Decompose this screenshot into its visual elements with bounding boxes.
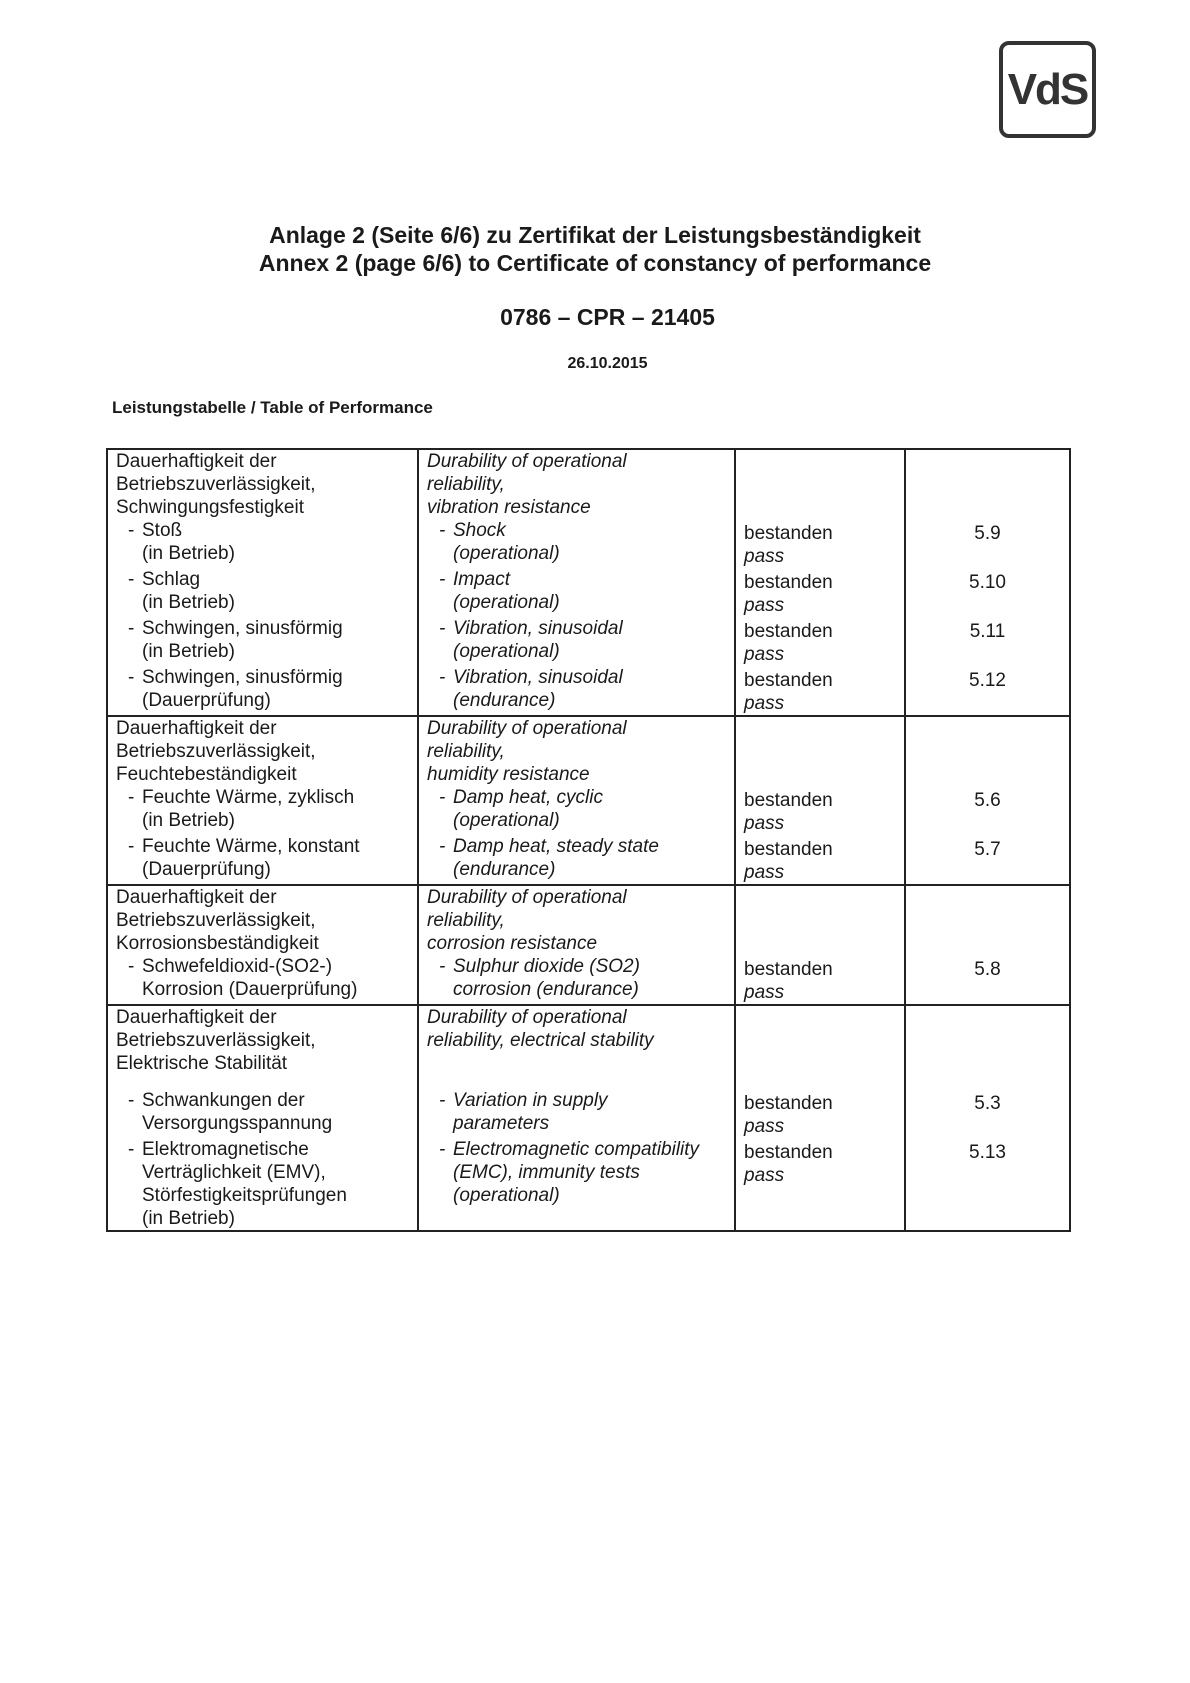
clause-number	[905, 955, 1070, 1005]
text-line: Vibration, sinusoidal	[453, 618, 623, 639]
vds-logo	[999, 41, 1096, 138]
test-name-german	[107, 835, 418, 885]
text-line: parameters	[453, 1113, 550, 1134]
result-german: bestanden	[744, 670, 833, 691]
result-english: pass	[744, 1116, 785, 1137]
text-line: Damp heat, cyclic	[453, 787, 603, 808]
text-line: Dauerhaftigkeit der	[116, 887, 277, 908]
empty-cell	[735, 716, 905, 786]
text-line: Durability of operational	[427, 887, 627, 908]
text-line: Schwingungsfestigkeit	[116, 497, 304, 518]
clause-value: 5.3	[974, 1093, 1001, 1114]
result-german: bestanden	[744, 1142, 833, 1163]
table-row	[107, 955, 1070, 1005]
dash: -	[439, 667, 446, 688]
test-result	[735, 835, 905, 885]
dash: -	[439, 836, 446, 857]
text-line: Impact	[453, 569, 511, 590]
table-group-header-row	[107, 716, 1070, 786]
table-group-header-row	[107, 449, 1070, 519]
text-line: reliability, electrical stability	[427, 1030, 654, 1051]
text-line: (EMC), immunity tests	[453, 1162, 640, 1183]
empty-cell	[905, 716, 1070, 786]
result-german: bestanden	[744, 621, 833, 642]
text-line: Betriebszuverlässigkeit,	[116, 741, 316, 762]
result-english: pass	[744, 862, 785, 883]
result-german: bestanden	[744, 572, 833, 593]
test-name-english	[418, 568, 735, 617]
table-row	[107, 617, 1070, 666]
text-line: (operational)	[453, 1185, 560, 1206]
text-line: Korrosionsbeständigkeit	[116, 933, 319, 954]
dash: -	[128, 520, 135, 541]
vds-logo-text: VdS	[1007, 64, 1088, 114]
dash: -	[128, 1139, 135, 1160]
test-result	[735, 955, 905, 1005]
text-line: Schwankungen der	[142, 1090, 305, 1111]
text-line: (Dauerprüfung)	[142, 690, 271, 711]
test-name-german	[107, 666, 418, 716]
text-line: (in Betrieb)	[142, 592, 235, 613]
test-result	[735, 519, 905, 568]
test-name-german	[107, 519, 418, 568]
text-line: Elektromagnetische	[142, 1139, 309, 1160]
table-row	[107, 1138, 1070, 1231]
dash: -	[128, 956, 135, 977]
result-english: pass	[744, 595, 785, 616]
text-line: Sulphur dioxide (SO2)	[453, 956, 640, 977]
test-name-german	[107, 1138, 418, 1231]
result-english: pass	[744, 813, 785, 834]
test-name-german	[107, 955, 418, 1005]
text-line: Betriebszuverlässigkeit,	[116, 1030, 316, 1051]
text-line: Dauerhaftigkeit der	[116, 1007, 277, 1028]
test-name-german	[107, 617, 418, 666]
table-row	[107, 519, 1070, 568]
test-name-english	[418, 1089, 735, 1138]
dash: -	[128, 787, 135, 808]
clause-value: 5.7	[974, 839, 1001, 860]
text-line: Vibration, sinusoidal	[453, 667, 623, 688]
dash: -	[439, 618, 446, 639]
clause-number	[905, 666, 1070, 716]
empty-cell	[735, 1005, 905, 1089]
text-line: (in Betrieb)	[142, 543, 235, 564]
clause-number	[905, 568, 1070, 617]
empty-cell	[905, 1005, 1070, 1089]
table-row	[107, 666, 1070, 716]
text-line: (endurance)	[453, 859, 556, 880]
group-label-german	[107, 885, 418, 955]
text-line: Damp heat, steady state	[453, 836, 659, 857]
text-line: Durability of operational	[427, 1007, 627, 1028]
clause-value: 5.10	[969, 572, 1006, 593]
text-line: vibration resistance	[427, 497, 591, 518]
clause-number	[905, 519, 1070, 568]
dash: -	[439, 520, 446, 541]
dash: -	[128, 836, 135, 857]
group-label-english	[418, 449, 735, 519]
group-label-english	[418, 716, 735, 786]
test-name-english	[418, 519, 735, 568]
result-german: bestanden	[744, 959, 833, 980]
table-group-header-row	[107, 885, 1070, 955]
text-line: Electromagnetic compatibility	[453, 1139, 700, 1160]
text-line: (operational)	[453, 810, 560, 831]
text-line: Verträglichkeit (EMV),	[142, 1162, 326, 1183]
result-english: pass	[744, 982, 785, 1003]
text-line: (operational)	[453, 641, 560, 662]
test-result	[735, 1138, 905, 1231]
text-line: Störfestigkeitsprüfungen	[142, 1185, 347, 1206]
text-line: Feuchte Wärme, konstant	[142, 836, 360, 857]
dash: -	[439, 1139, 446, 1160]
title-english: Annex 2 (page 6/6) to Certificate of constancy of performance	[258, 250, 932, 276]
clause-number	[905, 786, 1070, 835]
text-line: corrosion (endurance)	[453, 979, 639, 1000]
text-line: Durability of operational	[427, 451, 627, 472]
result-english: pass	[744, 693, 785, 714]
test-name-english	[418, 1138, 735, 1231]
dash: -	[439, 569, 446, 590]
result-german: bestanden	[744, 523, 833, 544]
table-row	[107, 835, 1070, 885]
test-name-english	[418, 955, 735, 1005]
text-line: (operational)	[453, 592, 560, 613]
empty-cell	[735, 449, 905, 519]
text-line: (in Betrieb)	[142, 1208, 235, 1229]
result-english: pass	[744, 1165, 785, 1186]
clause-number	[905, 617, 1070, 666]
test-result	[735, 568, 905, 617]
text-line: reliability,	[427, 474, 505, 495]
text-line: Schwingen, sinusförmig	[142, 667, 343, 688]
text-line: Elektrische Stabilität	[116, 1053, 288, 1074]
clause-value: 5.12	[969, 670, 1006, 691]
text-line: Durability of operational	[427, 718, 627, 739]
text-line: (endurance)	[453, 690, 556, 711]
dash: -	[128, 618, 135, 639]
result-english: pass	[744, 546, 785, 567]
document-date: 26.10.2015	[567, 355, 648, 372]
result-german: bestanden	[744, 1093, 833, 1114]
text-line: Dauerhaftigkeit der	[116, 718, 277, 739]
table-row	[107, 1089, 1070, 1138]
text-line: Feuchte Wärme, zyklisch	[142, 787, 355, 808]
test-result	[735, 666, 905, 716]
performance-table	[106, 448, 1071, 1232]
text-line: (in Betrieb)	[142, 810, 235, 831]
test-name-german	[107, 1089, 418, 1138]
table-group-header-row	[107, 1005, 1070, 1089]
text-line: Schwingen, sinusförmig	[142, 618, 343, 639]
dash: -	[439, 956, 446, 977]
text-line: Variation in supply	[453, 1090, 608, 1111]
test-name-german	[107, 786, 418, 835]
text-line: Korrosion (Dauerprüfung)	[142, 979, 358, 1000]
test-name-english	[418, 786, 735, 835]
clause-value: 5.11	[969, 621, 1006, 642]
table-row	[107, 786, 1070, 835]
clause-number	[905, 1138, 1070, 1231]
empty-cell	[905, 449, 1070, 519]
dash: -	[439, 1090, 446, 1111]
text-line: humidity resistance	[427, 764, 590, 785]
table-title: Leistungstabelle / Table of Performance	[112, 398, 433, 417]
text-line: corrosion resistance	[427, 933, 598, 954]
text-line: reliability,	[427, 910, 505, 931]
test-name-english	[418, 666, 735, 716]
test-result	[735, 617, 905, 666]
text-line: (in Betrieb)	[142, 641, 235, 662]
table-row	[107, 568, 1070, 617]
text-line: (Dauerprüfung)	[142, 859, 271, 880]
text-line: Versorgungsspannung	[142, 1113, 333, 1134]
result-english: pass	[744, 644, 785, 665]
text-line: Betriebszuverlässigkeit,	[116, 474, 316, 495]
text-line: Schlag	[142, 569, 201, 590]
dash: -	[128, 667, 135, 688]
result-german: bestanden	[744, 839, 833, 860]
text-line: (operational)	[453, 543, 560, 564]
clause-value: 5.13	[969, 1142, 1006, 1163]
empty-cell	[905, 885, 1070, 955]
clause-value: 5.8	[974, 959, 1001, 980]
group-label-german	[107, 716, 418, 786]
group-label-english	[418, 1005, 735, 1089]
test-name-english	[418, 617, 735, 666]
text-line: Shock	[453, 520, 506, 541]
title-german: Anlage 2 (Seite 6/6) zu Zertifikat der Leistungsbeständigkeit	[269, 222, 921, 248]
clause-number	[905, 1089, 1070, 1138]
clause-number	[905, 835, 1070, 885]
text-line: reliability,	[427, 741, 505, 762]
dash: -	[128, 1090, 135, 1111]
certificate-number: 0786 – CPR – 21405	[500, 304, 715, 330]
group-label-german	[107, 449, 418, 519]
test-result	[735, 786, 905, 835]
text-line: Feuchtebeständigkeit	[116, 764, 297, 785]
text-line: Schwefeldioxid-(SO2-)	[142, 956, 333, 977]
group-label-german	[107, 1005, 418, 1089]
text-line: Dauerhaftigkeit der	[116, 451, 277, 472]
dash: -	[439, 787, 446, 808]
clause-value: 5.9	[974, 523, 1001, 544]
test-result	[735, 1089, 905, 1138]
text-line: Betriebszuverlässigkeit,	[116, 910, 316, 931]
group-label-english	[418, 885, 735, 955]
test-name-english	[418, 835, 735, 885]
clause-value: 5.6	[974, 790, 1001, 811]
result-german: bestanden	[744, 790, 833, 811]
test-name-german	[107, 568, 418, 617]
empty-cell	[735, 885, 905, 955]
text-line: Stoß	[142, 520, 183, 541]
dash: -	[128, 569, 135, 590]
